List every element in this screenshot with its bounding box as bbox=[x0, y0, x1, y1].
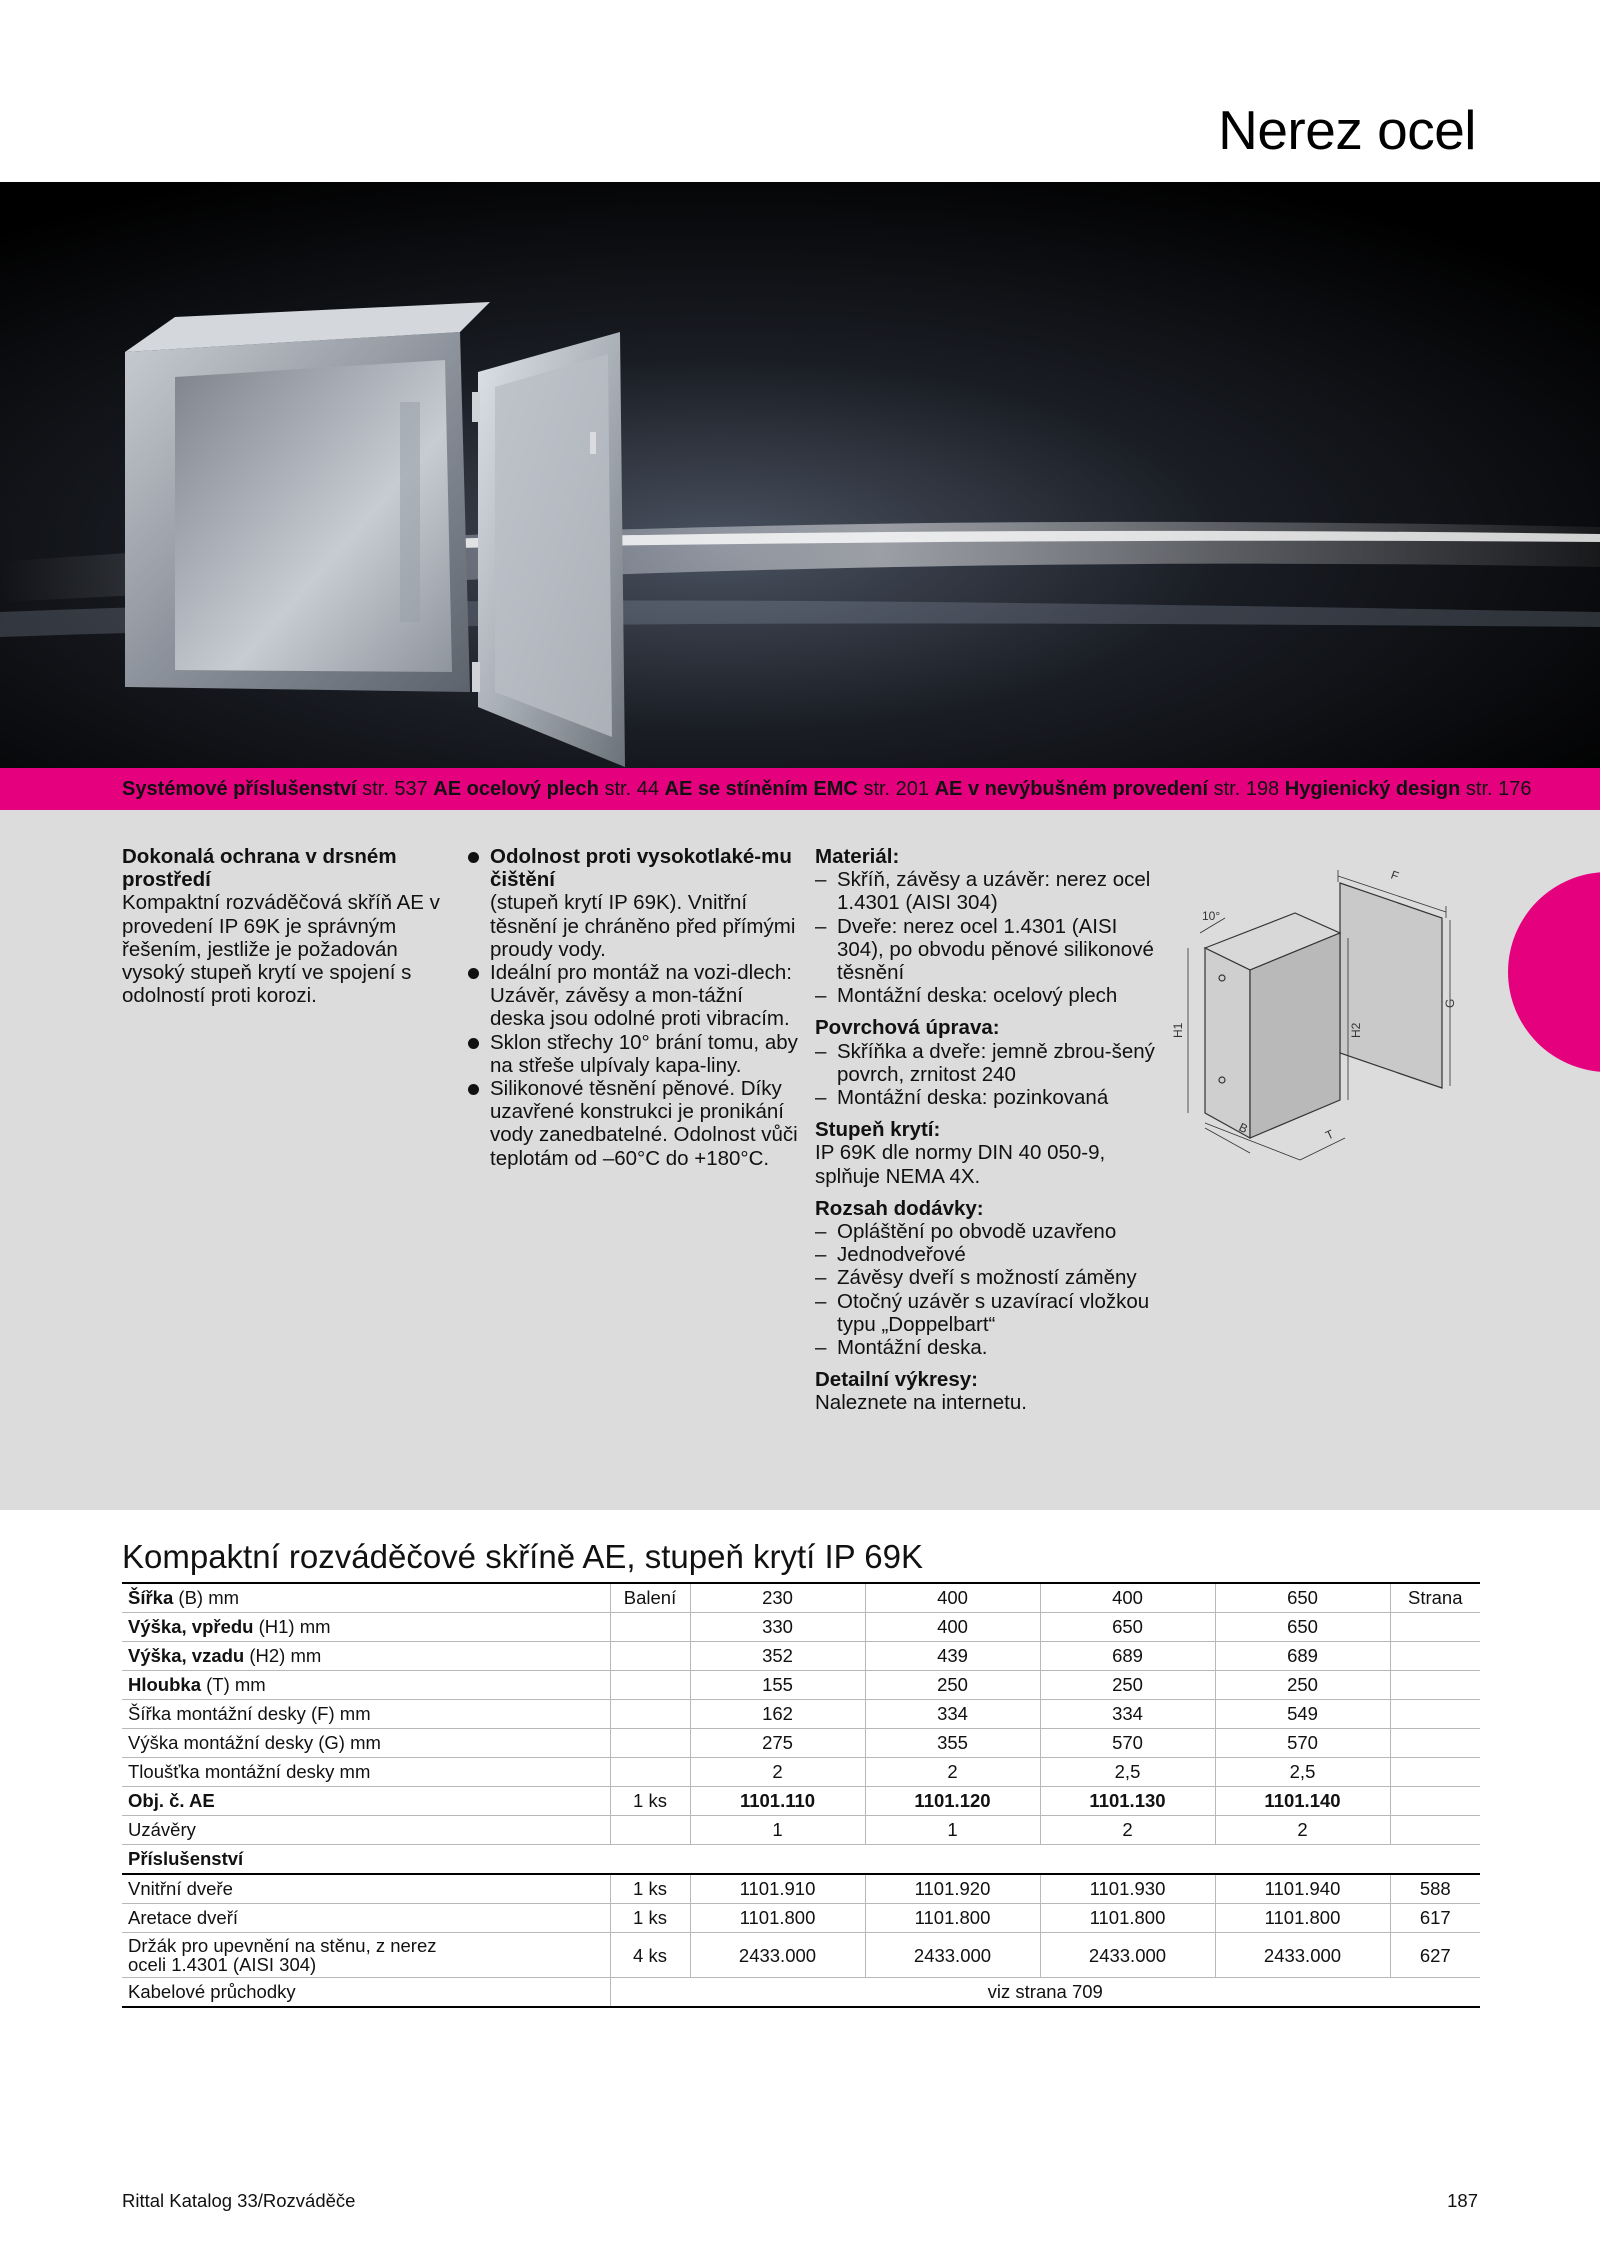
table-row: Výška, vpředu (H1) mm 330 400 650 650 bbox=[122, 1613, 1480, 1642]
table-section-header: Příslušenství bbox=[122, 1845, 1480, 1875]
intro-column bbox=[122, 845, 442, 1007]
table-row: Výška montážní desky (G) mm 275 355 570 570 bbox=[122, 1729, 1480, 1758]
feature-bullet: Odolnost proti vysokotlaké-mu čištění (stupeň krytí IP 69K). Vnitřní těsnění je chráněno před přímými proudy vody. bbox=[468, 845, 798, 961]
dim-label-f: F bbox=[1388, 867, 1401, 884]
page-number: 187 bbox=[1447, 2190, 1478, 2211]
delivery-item: – Otočný uzávěr s uzavírací vložkou typu „Doppelbart“ bbox=[815, 1289, 1150, 1336]
surface-heading: Povrchová úprava: bbox=[815, 1016, 1000, 1040]
dim-label-h2: H2 bbox=[1349, 1022, 1363, 1038]
surface-item: – Montážní deska: pozinkovaná bbox=[815, 1086, 1109, 1110]
drawings-heading: Detailní výkresy: bbox=[815, 1368, 978, 1392]
page-title: Nerez ocel bbox=[1218, 99, 1476, 161]
features-column bbox=[468, 845, 798, 1170]
table-row: Uzávěry 1 1 2 2 bbox=[122, 1816, 1480, 1845]
footer-catalog: Rittal Katalog 33/Rozváděče bbox=[122, 2190, 356, 2211]
intro-heading: Dokonalá ochrana v drsném prostředí bbox=[122, 845, 397, 892]
table-row-order-number: Obj. č. AE 1 ks 1101.110 1101.120 1101.130 1101.140 bbox=[122, 1787, 1480, 1816]
table-row: Hloubka (T) mm 155 250 250 250 bbox=[122, 1671, 1480, 1700]
angle-label: 10° bbox=[1202, 909, 1221, 923]
cross-reference-strip bbox=[0, 768, 1600, 810]
dim-label-t: T bbox=[1323, 1126, 1336, 1143]
accessory-row: Držák pro upevnění na stěnu, z nerez oceli 1.4301 (AISI 304) 4 ks 2433.000 2433.000 2433.000 2433.000 627 bbox=[122, 1933, 1480, 1978]
table-row: Tloušťka montážní desky mm 2 2 2,5 2,5 bbox=[122, 1758, 1480, 1787]
accessory-row: Vnitřní dveře 1 ks 1101.910 1101.920 1101.930 1101.940 588 bbox=[122, 1874, 1480, 1904]
accessory-row: Kabelové průchodky viz strana 709 bbox=[122, 1978, 1480, 2008]
spec-table bbox=[122, 1582, 1480, 2008]
protection-text: IP 69K dle normy DIN 40 050-9, splňuje NEMA 4X. bbox=[815, 1141, 1106, 1188]
hero-product-image bbox=[0, 182, 1600, 768]
feature-bullet: Sklon střechy 10° brání tomu, aby na střeše ulpívaly kapa-liny. bbox=[468, 1031, 798, 1077]
specs-column bbox=[815, 845, 1155, 1415]
xref-item[interactable]: AE se stíněním EMC str. 201 bbox=[664, 778, 935, 800]
dimension-drawing bbox=[1160, 838, 1490, 1178]
delivery-item: – Jednodveřové bbox=[815, 1243, 966, 1267]
delivery-item: – Montážní deska. bbox=[815, 1336, 988, 1360]
table-row: Šířka montážní desky (F) mm 162 334 334 549 bbox=[122, 1700, 1480, 1729]
drawings-text: Naleznete na internetu. bbox=[815, 1391, 1027, 1415]
feature-bullet: Ideální pro montáž na vozi-dlech: Uzávěr, závěsy a mon-tážní deska jsou odolné proti vibracím. bbox=[468, 961, 798, 1031]
intro-text: Kompaktní rozváděčová skříň AE v provedení IP 69K je správným řešením, jestliže je požadován vysoký stupeň krytí ve spojení s odolností proti korozi. bbox=[122, 891, 440, 1008]
delivery-heading: Rozsah dodávky: bbox=[815, 1196, 984, 1220]
table-title: Kompaktní rozváděčové skříně AE, stupeň krytí IP 69K bbox=[122, 1538, 923, 1575]
xref-item[interactable]: AE ocelový plech str. 44 bbox=[433, 778, 665, 800]
delivery-item: – Závěsy dveří s možností záměny bbox=[815, 1266, 1137, 1290]
table-row: Šířka (B) mm Balení 230 400 400 650 Strana bbox=[122, 1583, 1480, 1613]
protection-heading: Stupeň krytí: bbox=[815, 1118, 941, 1142]
delivery-item: – Opláštění po obvodě uzavřeno bbox=[815, 1220, 1117, 1244]
surface-item: – Skříňka a dveře: jemně zbrou-šený povrch, zrnitost 240 bbox=[815, 1039, 1155, 1086]
material-heading: Materiál: bbox=[815, 845, 900, 868]
material-item: – Montážní deska: ocelový plech bbox=[815, 984, 1118, 1008]
table-row: Výška, vzadu (H2) mm 352 439 689 689 bbox=[122, 1642, 1480, 1671]
xref-item[interactable]: Systémové příslušenství str. 537 bbox=[122, 778, 434, 800]
feature-bullet: Silikonové těsnění pěnové. Díky uzavřené konstrukci je pronikání vody zanedbatelné. Odolnost vůči teplotám od –60°C do +180°C. bbox=[468, 1077, 798, 1170]
material-item: – Dveře: nerez ocel 1.4301 (AISI 304), po obvodu pěnové silikonové těsnění bbox=[815, 914, 1154, 985]
material-item: – Skříň, závěsy a uzávěr: nerez ocel 1.4301 (AISI 304) bbox=[815, 868, 1151, 915]
xref-item[interactable]: AE v nevýbušném provedení str. 198 bbox=[934, 778, 1285, 800]
dim-label-g: G bbox=[1443, 998, 1457, 1008]
xref-item[interactable]: Hygienický design str. 176 bbox=[1284, 778, 1532, 800]
dim-label-b: B bbox=[1236, 1120, 1250, 1137]
dim-label-h1: H1 bbox=[1171, 1022, 1185, 1038]
accessory-row: Aretace dveří 1 ks 1101.800 1101.800 1101.800 1101.800 617 bbox=[122, 1904, 1480, 1933]
